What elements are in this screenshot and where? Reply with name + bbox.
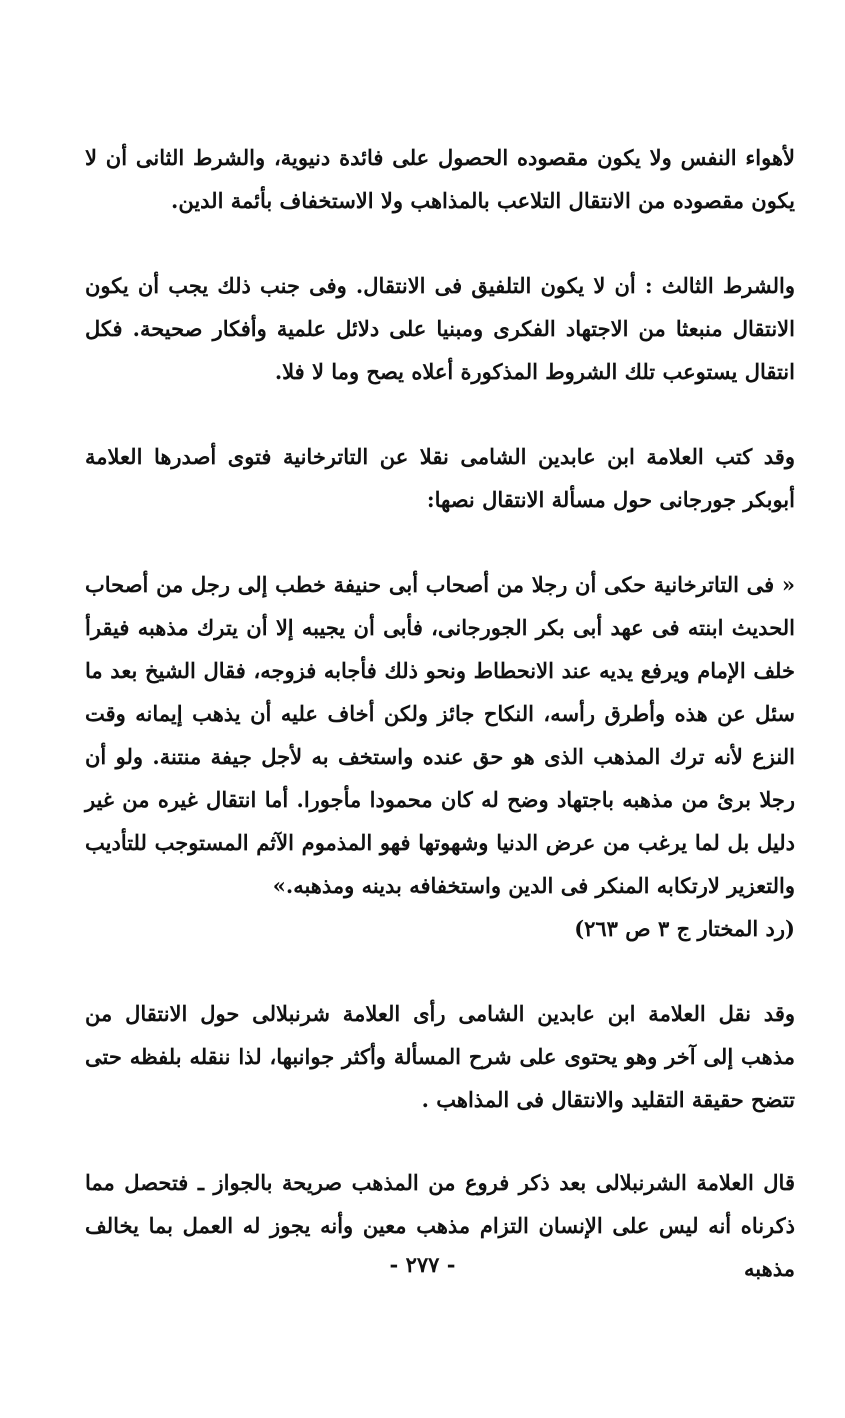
- citation-radd-al-muhtar: (رد المختار ج ٣ ص ٢٦٣): [574, 916, 795, 941]
- paragraph-conditions-end: لأهواء النفس ولا يكون مقصوده الحصول على فائدة دنيوية، والشرط الثانى أن لا يكون مقصوده من الانتقال التلاعب بالمذاهب ولا الاستخفاف بأئمة الدين.: [85, 145, 795, 213]
- paragraph-shurunbulali-quote: قال العلامة الشرنبلالى بعد ذكر فروع من المذهب صريحة بالجواز ـ فتحصل مما ذكرناه أنه ليس على الإنسان التزام مذهب معين وأنه يجوز له العمل بما يخالف مذهبه: [85, 1170, 795, 1281]
- paragraph-fatwa-quote: « فى التاترخانية حكى أن رجلا من أصحاب أبى حنيفة خطب إلى رجل من أصحاب الحديث ابنته فى عهد أبى بكر الجورجانى، فأبى أن يجيبه إلا أن يترك مذهبه فيقرأ خلف الإمام ويرفع يديه عند الانحطاط ونحو ذلك فأجابه فزوجه، فقال الشيخ بعد ما سئل عن هذه وأطرق رأسه، النكاح جائز ولكن أخاف عليه أن يذهب إيمانه وقت النزع لأنه ترك المذهب الذى هو حق عنده واستخف به لأجل جيفة منتنة. ولو أن رجلا برئ من مذهبه باجتهاد وضح له كان محمودا مأجورا. أما انتقال غيره من غير دليل بل لما يرغب من عرض الدنيا وشهوتها فهو المذموم الآثم المستوجب للتأديب والتعزير لارتكابه المنكر فى الدين واستخفافه بدينه ومذهبه.»: [85, 572, 795, 898]
- paragraph-shurunbulali-intro: وقد نقل العلامة ابن عابدين الشامى رأى العلامة شرنبلالى حول الانتقال من مذهب إلى آخر وهو يحتوى على شرح المسألة وأكثر جوانبها، لذا ننقله بلفظه حتى تتضح حقيقة التقليد والانتقال فى المذاهب .: [85, 1001, 795, 1112]
- paragraph-third-condition: والشرط الثالث : أن لا يكون التلفيق فى الانتقال. وفى جنب ذلك يجب أن يكون الانتقال منبعثا من الاجتهاد الفكرى ومبنيا على دلائل علمية وأفكار صحيحة. فكل انتقال يستوعب تلك الشروط المذكورة أعلاه يصح وما لا فلا.: [85, 273, 795, 384]
- paragraph-ibn-abidin-fatwa-intro: وقد كتب العلامة ابن عابدين الشامى نقلا عن التاترخانية فتوى أصدرها العلامة أبوبكر جورجانى حول مسألة الانتقال نصها:: [85, 444, 795, 512]
- page-number: - ٢٧٧ -: [389, 1252, 456, 1277]
